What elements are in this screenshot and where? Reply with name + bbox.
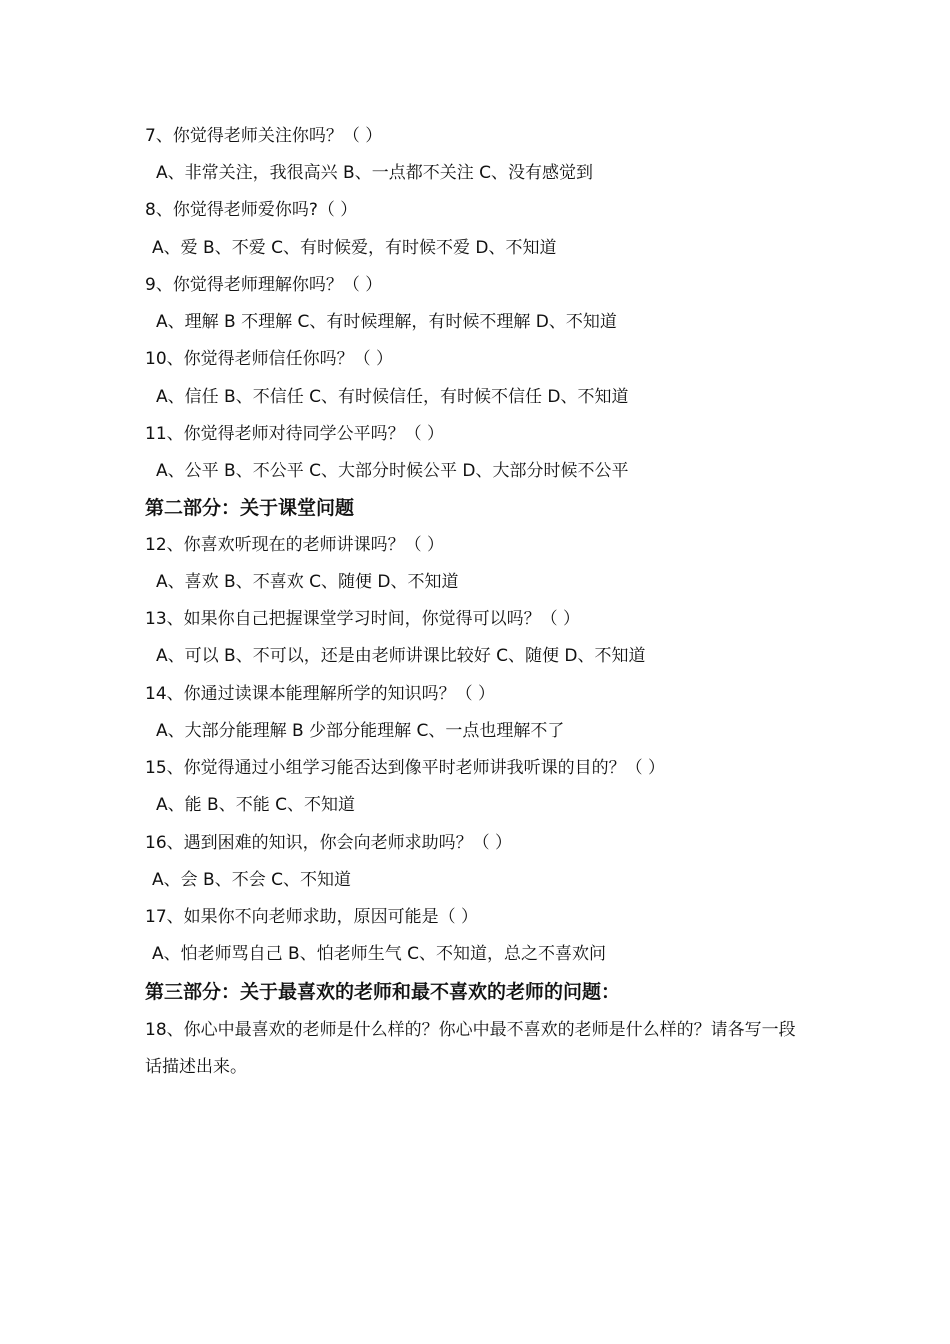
- question-18: 18、你心中最喜欢的老师是什么样的？你心中最不喜欢的老师是什么样的？请各写一段话描述出来。: [145, 1020, 796, 1077]
- options-7: A、非常关注，我很高兴 B、一点都不关注 C、没有感觉到: [156, 163, 593, 183]
- question-11: 11、你觉得老师对待同学公平吗？（ ）: [145, 424, 445, 444]
- question-16: 16、遇到困难的知识，你会向老师求助吗？（ ）: [145, 833, 513, 853]
- question-13: 13、如果你自己把握课堂学习时间，你觉得可以吗？（ ）: [145, 609, 581, 629]
- options-13: A、可以 B、不可以，还是由老师讲课比较好 C、随便 D、不知道: [156, 646, 646, 666]
- options-10: A、信任 B、不信任 C、有时候信任，有时候不信任 D、不知道: [156, 387, 629, 407]
- section-heading-part3: 第三部分：关于最喜欢的老师和最不喜欢的老师的问题：: [145, 981, 621, 1003]
- question-14: 14、你通过读课本能理解所学的知识吗？（ ）: [145, 684, 496, 704]
- question-7: 7、你觉得老师关注你吗？（ ）: [145, 126, 383, 146]
- question-17: 17、如果你不向老师求助，原因可能是（ ）: [145, 907, 479, 927]
- options-11: A、公平 B、不公平 C、大部分时候公平 D、大部分时候不公平: [156, 461, 629, 481]
- options-15: A、能 B、不能 C、不知道: [156, 795, 355, 815]
- question-12: 12、你喜欢听现在的老师讲课吗？（ ）: [145, 535, 445, 555]
- options-17: A、怕老师骂自己 B、怕老师生气 C、不知道，总之不喜欢问: [152, 944, 606, 964]
- options-12: A、喜欢 B、不喜欢 C、随便 D、不知道: [156, 572, 459, 592]
- question-8: 8、你觉得老师爱你吗?（ ）: [145, 200, 358, 220]
- options-8: A、爱 B、不爱 C、有时候爱，有时候不爱 D、不知道: [152, 238, 557, 258]
- question-15: 15、你觉得通过小组学习能否达到像平时老师讲我听课的目的？（ ）: [145, 758, 666, 778]
- section-heading-part2: 第二部分：关于课堂问题: [145, 497, 355, 519]
- options-14: A、大部分能理解 B 少部分能理解 C、一点也理解不了: [156, 721, 565, 741]
- options-16: A、会 B、不会 C、不知道: [152, 870, 351, 890]
- question-10: 10、你觉得老师信任你吗？（ ）: [145, 349, 394, 369]
- options-9: A、理解 B 不理解 C、有时候理解，有时候不理解 D、不知道: [156, 312, 617, 332]
- question-9: 9、你觉得老师理解你吗？（ ）: [145, 275, 383, 295]
